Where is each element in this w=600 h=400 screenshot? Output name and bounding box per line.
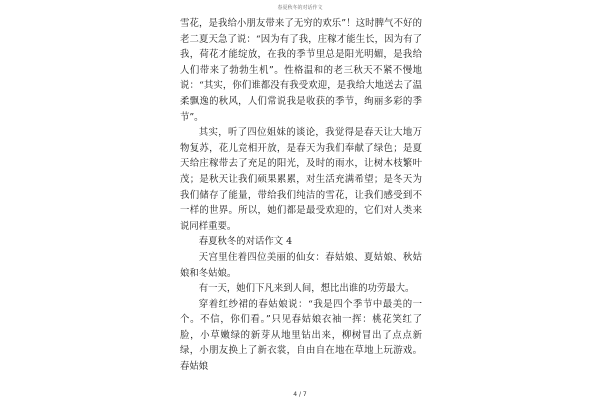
paragraph: 其实，听了四位姐妹的谈论，我觉得是春天让大地万物复苏，花儿竞相开放，是春天为我们奉献了绿色；是夏天给庄稼带去了充足的阳光，及时的雨水，让树木枝繁叶茂；是秋天让我们硕果累累，对生活充满希望；是冬天为我们储存了能量，带给我们纯洁的雪花，让我们感受到不一样的世界。所以，她们都是最受欢迎的，它们对人类来说同样重要。	[180, 127, 422, 232]
paragraph: 有一天，她们下凡来到人间，想比出谁的功劳最大。	[198, 283, 415, 295]
paragraph: 雪花，是我给小朋友带来了无穷的欢乐”！这时脾气不好的老二夏天急了说：“因为有了我，庄稼才能生长，因为有了我，荷花才能绽放，在我的季节里总是阳光明媚，是我给人们带来了勃勃生机”。性格温和的老三秋天不紧不慢地说：“其实，你们谁都没有我受欢迎，是我给大地送去了温柔飘逸的秋风，人们常说我是收获的季节，绚丽多彩的季节”。	[180, 18, 422, 123]
paragraph: 天宫里住着四位美丽的仙女：春姑娘、夏姑娘、秋姑娘和冬姑娘。	[180, 251, 422, 279]
running-header: 春夏秋冬的对话作文	[277, 5, 323, 11]
paragraph: 穿着红纱裙的春姑娘说：“我是四个季节中最美的一个。不信，你们看。”只见春姑娘衣袖一挥：桃花笑红了脸，小草嫩绿的新芽从地里钻出来，柳树冒出了点点新绿，小朋友换上了新衣裳，自由自在地在草地上玩游戏。春姑娘	[180, 298, 422, 373]
page-number: 4 / 7	[293, 391, 307, 398]
document-body	[180, 16, 422, 375]
section-title: 春夏秋冬的对话作文 4	[198, 236, 293, 248]
